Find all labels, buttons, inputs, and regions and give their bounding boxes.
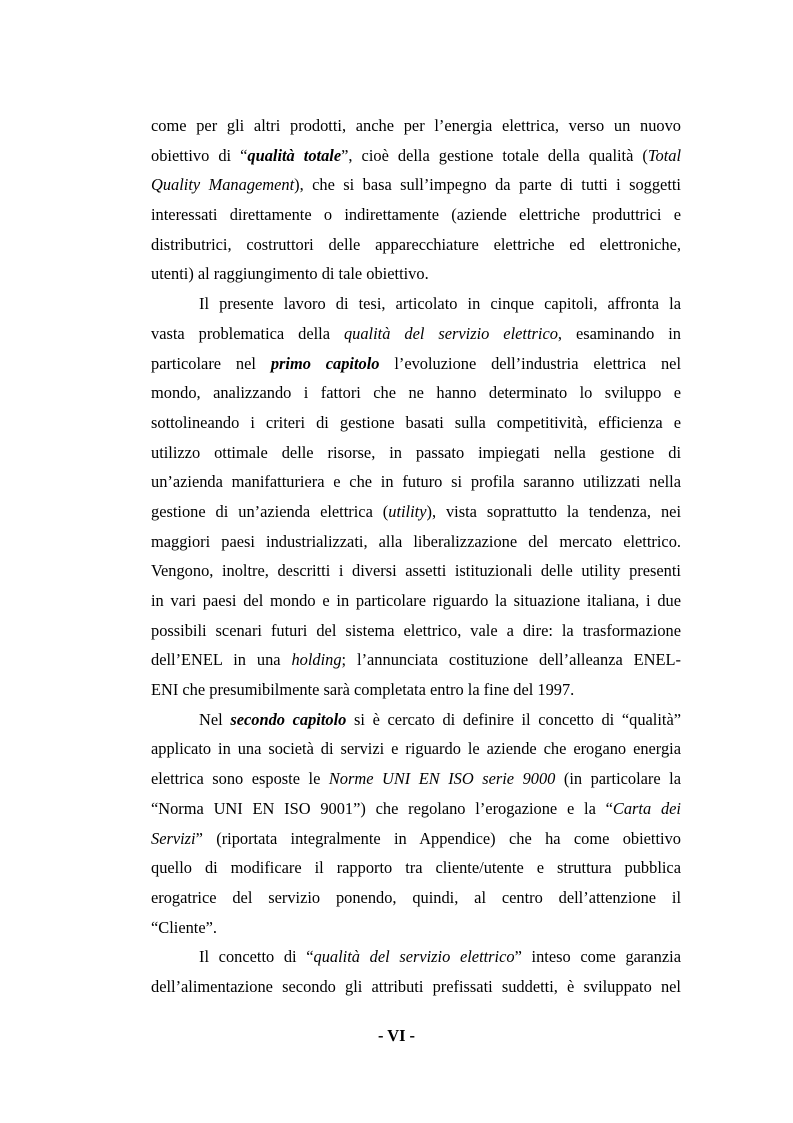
text-line [151, 259, 681, 289]
text-line [151, 141, 681, 171]
text-line [151, 942, 681, 972]
emphasis-italic: Quality Management [151, 175, 295, 195]
text-line [151, 705, 681, 735]
text-run: Il presente lavoro di tesi, articolato in cinque capitoli, affronta la [199, 294, 681, 314]
text-run: (in particolare la [555, 769, 681, 789]
text-run: Nel [199, 709, 231, 729]
text-run: l’evoluzione dell’industria elettrica nel [379, 353, 682, 373]
text-run: particolare nel [151, 353, 271, 373]
text-run: in vari paesi del mondo e in particolare riguardo la situazione italiana, i due [151, 591, 681, 610]
text-run: ENI che presumibilmente sarà completata entro la fine del 1997. [151, 680, 575, 700]
text-line [151, 794, 681, 824]
text-line [151, 824, 681, 854]
page-number: - VI - [377, 1026, 416, 1045]
emphasis-italic: Total [647, 145, 681, 165]
emphasis-italic: utility [388, 501, 427, 521]
text-line [151, 289, 681, 319]
text-run: mondo, analizzando i fattori che ne hanno determinato lo sviluppo e [151, 383, 681, 403]
emphasis-italic: qualità del servizio elettrico [313, 947, 515, 967]
text-run: possibili scenari futuri del sistema elettrico, vale a dire: la trasformazione [151, 620, 681, 640]
text-run: dell’alimentazione secondo gli attributi prefissati suddetti, è sviluppato nel [151, 976, 681, 996]
text-run: quello di modificare il rapporto tra cliente/utente e struttura pubblica [151, 858, 681, 878]
text-run: ; l’annunciata costituzione dell’alleanza ENEL- [341, 650, 681, 670]
emphasis-italic: Carta dei [612, 798, 681, 818]
text-run: utenti) al raggiungimento di tale obiettivo. [151, 264, 429, 284]
text-line [151, 378, 681, 408]
text-run: ” inteso come garanzia [514, 947, 681, 967]
emphasis-italic: Norme UNI EN ISO serie 9000 [328, 769, 556, 789]
text-run: vasta problematica della [151, 323, 344, 343]
text-run: distributrici, costruttori delle apparecchiature elettriche ed elettroniche, [151, 234, 681, 254]
text-run: Il concetto di “ [199, 947, 314, 967]
text-run: applicato in una società di servizi e riguardo le aziende che erogano energia [151, 739, 681, 759]
text-run: sottolineando i criteri di gestione basati sulla competitività, efficienza e [151, 412, 681, 432]
text-line [151, 616, 681, 646]
text-run: gestione di un’azienda elettrica ( [151, 501, 389, 521]
emphasis-bold-italic: secondo capitolo [230, 709, 347, 729]
text-run: utilizzo ottimale delle risorse, in passato impiegati nella gestione di [151, 442, 681, 462]
text-line [151, 556, 681, 586]
text-line [151, 467, 681, 497]
text-line [151, 497, 681, 527]
text-line [151, 408, 681, 438]
text-run: maggiori paesi industrializzati, alla liberalizzazione del mercato elettrico. [151, 531, 681, 551]
text-line [151, 230, 681, 260]
text-run: dell’ENEL in una [151, 650, 292, 670]
text-run: ), vista soprattutto la tendenza, nei [426, 501, 681, 521]
text-line [151, 645, 681, 675]
emphasis-bold-italic: primo capitolo [270, 353, 380, 373]
text-run: , esaminando in [557, 323, 681, 343]
text-line [151, 972, 681, 1002]
text-run: elettrica sono esposte le [151, 769, 329, 789]
text-line [151, 319, 681, 349]
text-run: un’azienda manifatturiera e che in futuro si profila saranno utilizzati nella [151, 472, 681, 492]
text-run: Vengono, inoltre, descritti i diversi assetti istituzionali delle utility presenti [151, 561, 681, 581]
text-line [151, 438, 681, 468]
text-run: si è cercato di definire il concetto di “qualità” [346, 709, 682, 729]
text-run: “Cliente”. [151, 917, 217, 937]
text-line [151, 527, 681, 557]
emphasis-italic: qualità del servizio elettrico [343, 323, 558, 343]
text-line [151, 111, 681, 141]
text-line [151, 349, 681, 379]
emphasis-italic: Servizi [151, 828, 196, 848]
text-line [151, 913, 681, 943]
text-line [151, 883, 681, 913]
text-run: come per gli altri prodotti, anche per l’energia elettrica, verso un nuovo [151, 116, 681, 135]
text-line [151, 200, 681, 230]
emphasis-italic: holding [291, 650, 342, 670]
emphasis-bold-italic: qualità totale [247, 145, 342, 165]
text-line [151, 170, 681, 200]
text-run: interessati direttamente o indirettamente (aziende elettriche produttrici e [151, 205, 681, 225]
text-line [151, 853, 681, 883]
text-line [151, 586, 681, 616]
body-text [151, 111, 681, 1002]
text-line [151, 764, 681, 794]
text-run: ” (riportata integralmente in Appendice) che ha come obiettivo [195, 828, 681, 848]
text-line [151, 734, 681, 764]
text-line [151, 675, 681, 705]
text-run: obiettivo di “ [151, 145, 248, 165]
text-run: ), che si basa sull’impegno da parte di tutti i soggetti [294, 175, 681, 195]
text-run: erogatrice del servizio ponendo, quindi, al centro dell’attenzione il [151, 887, 681, 907]
text-run: “Norma UNI EN ISO 9001”) che regolano l’erogazione e la “ [151, 798, 613, 818]
text-run: ”, cioè della gestione totale della qualità ( [341, 145, 648, 165]
